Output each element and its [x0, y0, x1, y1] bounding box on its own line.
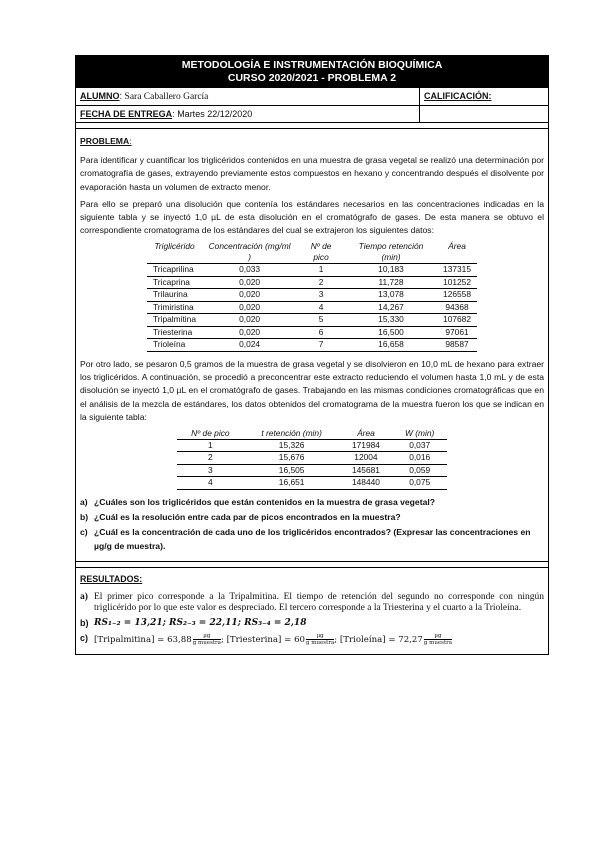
standards-table-cell: Tricaprilina — [147, 264, 202, 277]
standards-table-cell: 4 — [297, 301, 345, 314]
sample-table-cell: 171984 — [340, 439, 393, 452]
standards-table-col-header: Área — [437, 241, 477, 264]
delivery-date: Martes 22/12/2020 — [177, 109, 253, 119]
question-a: a) ¿Cuáles son los triglicéridos que están contenidos en la muestra de grasa vegetal? — [80, 496, 435, 507]
course-title: METODOLOGÍA E INSTRUMENTACIÓN BIOQUÍMICA — [181, 59, 443, 71]
standards-table-cell: 0,033 — [202, 264, 297, 277]
sample-table-cell: 0,016 — [392, 452, 447, 465]
delivery-cell: FECHA DE ENTREGA: Martes 22/12/2020 — [76, 106, 420, 122]
standards-table-row — [147, 301, 477, 314]
question-b: b) ¿Cuál es la resolución entre cada par de picos encontrados en la muestra? — [80, 512, 401, 523]
sample-table-cell: 2 — [177, 452, 244, 465]
delivery-label: FECHA DE ENTREGA — [80, 109, 173, 119]
sample-table-cell: 0,075 — [392, 477, 447, 490]
problem-paragraph-3: Por otro lado, se pesaron 0,5 gramos de la muestra de grasa vegetal y se disolvieron en 10,0 mL de hexano para extraer los triglicéridos. A continuación, se procedió a preconcentrar este extracto reduciendo el volumen hasta 1,0 mL y de esta disolución se inyectó 1,0 µL en el cromatógrafo de gases. Trabajando en las mismas condiciones cromatográficas que en el análisis de la mezcla de estándares, los datos obtenidos del cromatograma de la muestra fueron los que se indican en la siguiente tabla: — [80, 358, 544, 422]
standards-table-cell: 16,500 — [345, 326, 437, 339]
standards-table-col-header: Nº de pico — [297, 241, 345, 264]
standards-table — [147, 241, 477, 352]
standards-table-cell: 6 — [297, 326, 345, 339]
sample-table-col-header: t retención (min) — [244, 428, 340, 440]
sample-table — [177, 428, 447, 490]
standards-table-cell: 14,267 — [345, 301, 437, 314]
question-c: c) ¿Cuál es la concentración de cada uno de los triglicéridos encontrados? (Expresar las concentraciones en µg/g de muestra). — [80, 527, 531, 551]
result-a: a) El primer pico corresponde a la Tripalmitina. El tiempo de retención del segundo no corresponde con ningún triglicérido por lo que este valor es despreciado. El tercero corresponde a la Triesterina y el cuarto a la Trioleína. — [80, 591, 544, 613]
results-title: RESULTADOS: — [80, 573, 143, 584]
standards-table-cell: 13,078 — [345, 289, 437, 302]
standards-table-col-header: Tiempo retención (min) — [345, 241, 437, 264]
standards-table-cell: 7 — [297, 339, 345, 352]
sample-table-header — [177, 428, 447, 440]
sample-table-cell: 4 — [177, 477, 244, 490]
sample-table-row — [177, 439, 447, 452]
standards-table-cell: 15,330 — [345, 314, 437, 327]
standards-table-cell: 1 — [297, 264, 345, 277]
result-c: c) [Tripalmitina] = 63,88 $\frac{\text{µg}}{\text{g muestra}}$ ; [Triesterina] = 60 $\frac{\text{µg}}{\text{g muestra}}$ ; [Trioleína] = 72,27 $\frac{\text{µg}}{\text{g muestra}}$ — [80, 632, 453, 646]
standards-table-cell: Trimiristina — [147, 301, 202, 314]
header-banner — [75, 55, 549, 88]
standards-table-cell: 0,024 — [202, 339, 297, 352]
sample-table-cell: 15,326 — [244, 439, 340, 452]
standards-table-col-header: Triglicérido — [147, 241, 202, 264]
standards-table-cell: 0,020 — [202, 289, 297, 302]
sample-table-cell: 15,676 — [244, 452, 340, 465]
sample-table-col-header: Área — [340, 428, 393, 440]
standards-table-cell: Tricaprina — [147, 276, 202, 289]
problem-section: PROBLEMA: Para identificar y cuantificar los triglicéridos contenidos en una muestra de grasa vegetal se realizó una determinación por cromatografía de gases, extrayendo previamente estos compuestos en hexano y concentrando después el disolvente por evaporación hasta un volumen de extracto menor. Para ello se preparó una disolución que contenía los estándares necesarios en las concentraciones indicadas en la siguiente tabla y se inyectó 1,0 µL de esta disolución en el cromatógrafo de gases. De esta manera se obtuvo el correspondiente cromatograma de los estándares del cual se extrajeron los siguientes datos: Triglicérido Concentración (mg/ml ) Nº de pico Tiempo retención (min) Área Tricaprilina 0,033 1 10,183 137315 Tricaprina 0,020 2 11,728 101252 Trilaurina 0,020 3 13,078 126558 Trimiristina 0,020 4 14,267 94368 Tripalmitina 0,020 5 15,330 107682 Triesterina 0,020 6 16,500 97061 Trioleína 0,024 7 16,658 98587 Por otro lado, se pesaron 0,5 gramos de la muestra de grasa vegetal y se disolvieron en 10,0 mL de hexano para extraer los triglicéridos. A continuación, se procedió a preconcentrar este extracto reduciendo el volumen hasta 1,0 mL y de esta disolución se inyectó 1,0 µL en el cromatógrafo de gases. Trabajando en las mismas condiciones cromatográficas que en el análisis de la mezcla de estándares, los datos obtenidos del cromatograma de la muestra fueron los que se indican en la siguiente tabla: Nº de pico t retención (min) Área W (min) 1 15,326 171984 0,037 2 15,676 12004 0,016 3 16,505 145681 0,059 4 16,651 148440 0,075 a) ¿Cuáles son los triglicéridos que están contenidos en la muestra de grasa vegetal? b) ¿Cuál es la resolución entre cada par de picos encontrados en la muestra? c) ¿Cuál es la concentración de cada uno de los triglicéridos encontrados? (Expresar las concentraciones en µg/g de muestra). — [75, 128, 549, 562]
questions-list — [80, 496, 544, 553]
standards-table-cell: Tripalmitina — [147, 314, 202, 327]
sample-table-cell: 16,505 — [244, 464, 340, 477]
standards-table-cell: 3 — [297, 289, 345, 302]
student-name: Sara Caballero García — [124, 92, 209, 102]
standards-table-cell: 0,020 — [202, 314, 297, 327]
standards-table-cell: 11,728 — [345, 276, 437, 289]
sample-table-cell: 0,037 — [392, 439, 447, 452]
standards-table-cell: 126558 — [437, 289, 477, 302]
worksheet — [75, 55, 549, 655]
standards-table-cell: 137315 — [437, 264, 477, 277]
sample-table-row — [177, 464, 447, 477]
grade-cell — [420, 88, 548, 105]
standards-table-cell: 16,658 — [345, 339, 437, 352]
standards-table-row — [147, 276, 477, 289]
standards-table-cell: 0,020 — [202, 326, 297, 339]
problem-title: PROBLEMA — [80, 136, 130, 146]
problem-paragraph-2: Para ello se preparó una disolución que contenía los estándares necesarios en las concentraciones indicadas en la siguiente tabla y se inyectó 1,0 µL de esta disolución en el cromatógrafo de gases. De esta manera se obtuvo el correspondiente cromatograma de los estándares del cual se extrajeron los siguientes datos: — [80, 198, 544, 236]
standards-table-row — [147, 264, 477, 277]
standards-table-cell: Trilaurina — [147, 289, 202, 302]
standards-table-row — [147, 289, 477, 302]
standards-table-cell: 94368 — [437, 301, 477, 314]
sample-table-col-header: W (min) — [392, 428, 447, 440]
delivery-row — [75, 106, 549, 123]
sample-table-row — [177, 452, 447, 465]
standards-table-row — [147, 339, 477, 352]
sample-table-cell: 3 — [177, 464, 244, 477]
standards-table-cell: 5 — [297, 314, 345, 327]
standards-table-cell: 0,020 — [202, 276, 297, 289]
problem-paragraph-1: Para identificar y cuantificar los triglicéridos contenidos en una muestra de grasa vegetal se realizó una determinación por cromatografía de gases, extrayendo previamente estos compuestos en hexano y concentrando después el disolvente por evaporación hasta un volumen de extracto menor. — [80, 155, 544, 192]
course-subtitle: CURSO 2020/2021 - PROBLEMA 2 — [227, 72, 397, 84]
results-section — [75, 568, 549, 655]
sample-table-cell: 12004 — [340, 452, 393, 465]
sample-table-cell: 16,651 — [244, 477, 340, 490]
student-cell: ALUMNO: Sara Caballero García — [76, 88, 420, 105]
standards-table-header — [147, 241, 477, 264]
standards-table-cell: Trioleína — [147, 339, 202, 352]
sample-table-cell: 1 — [177, 439, 244, 452]
standards-table-cell: 10,183 — [345, 264, 437, 277]
result-b: b) RS₁₋₂ = 13,21; RS₂₋₃ = 22,11; RS₃₋₄ = 2,18 — [80, 617, 307, 628]
sample-table-cell: 145681 — [340, 464, 393, 477]
standards-table-cell: 97061 — [437, 326, 477, 339]
student-label: ALUMNO — [80, 91, 120, 101]
standards-table-cell: 101252 — [437, 276, 477, 289]
standards-table-row — [147, 326, 477, 339]
standards-table-col-header: Concentración (mg/ml ) — [202, 241, 297, 264]
standards-table-cell: 0,020 — [202, 301, 297, 314]
standards-table-cell: 107682 — [437, 314, 477, 327]
standards-table-cell: Triesterina — [147, 326, 202, 339]
standards-table-row — [147, 314, 477, 327]
student-row — [75, 88, 549, 106]
grade-label: CALIFICACIÓN: — [424, 91, 492, 101]
standards-table-cell: 98587 — [437, 339, 477, 352]
sample-table-row — [177, 477, 447, 490]
sample-table-cell: 148440 — [340, 477, 393, 490]
sample-table-col-header: Nº de pico — [177, 428, 244, 440]
sample-table-cell: 0,059 — [392, 464, 447, 477]
standards-table-cell: 2 — [297, 276, 345, 289]
